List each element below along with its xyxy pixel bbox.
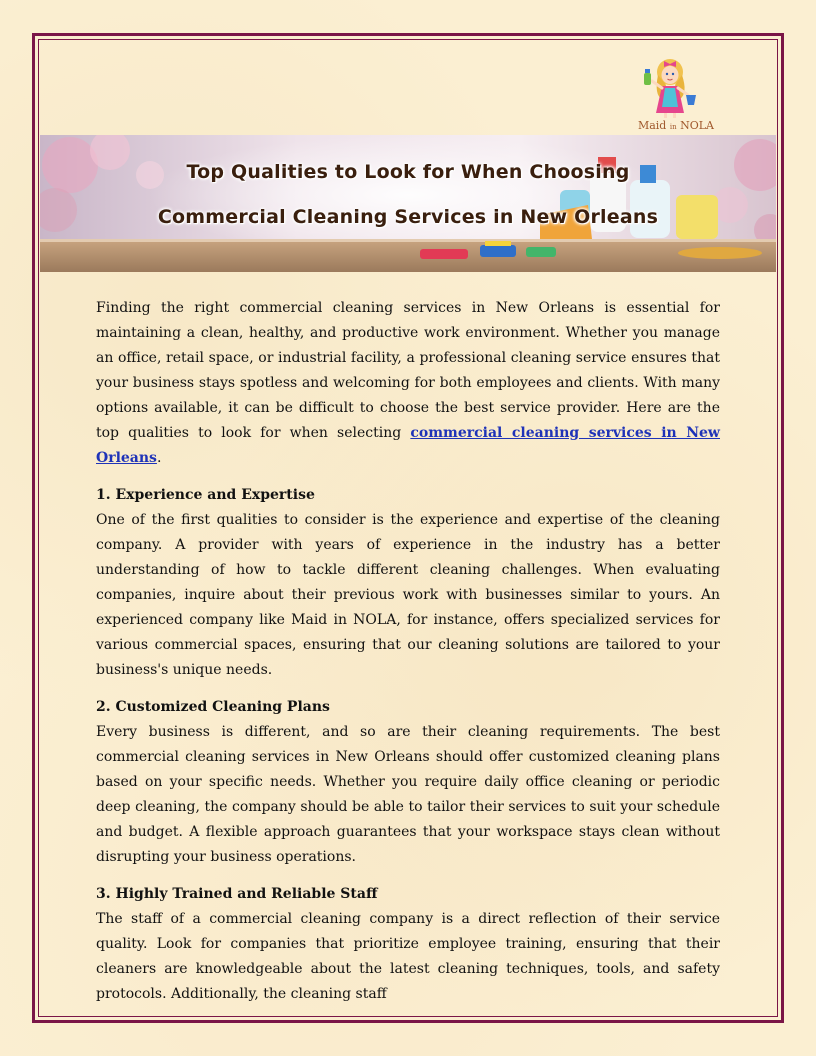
cleaning-supplies-image xyxy=(40,135,776,272)
maid-mascot-icon xyxy=(630,55,722,119)
section-body-trained-staff: The staff of a commercial cleaning company is a direct reflection of their service quality. Look for companies that prioritize employee training, ensuring that their cleaners are knowledgeable about the latest cleaning techniques, tools, and safety protocols. Additionally, the cleaning staff xyxy=(96,911,720,1002)
section-body-experience: One of the first qualities to consider is the experience and expertise of the cleaning company. A provider with years of experience in the industry has a better understanding of how to tackle different cleaning challenges. When evaluating companies, inquire about their previous work with businesses similar to yours. An experienced company like Maid in NOLA, for instance, offers specialized services for various commercial spaces, ensuring that our cleaning solutions are tailored to your business's unique needs. xyxy=(96,512,720,678)
commercial-cleaning-link[interactable]: commercial cleaning services in New Orleans xyxy=(96,425,720,466)
header-banner xyxy=(40,135,776,272)
maid-in-nola-logo xyxy=(630,55,722,133)
page-title-line-1: Top Qualities to Look for When Choosing xyxy=(186,161,630,183)
page-title-line-2: Commercial Cleaning Services in New Orleans xyxy=(157,206,659,228)
section-heading-experience: 1. Experience and Expertise xyxy=(96,487,315,503)
section-heading-trained-staff: 3. Highly Trained and Reliable Staff xyxy=(96,886,378,902)
intro-paragraph xyxy=(96,296,720,471)
intro-text: Finding the right commercial cleaning services in New Orleans is essential for maintaining a clean, healthy, and productive work environment. Whether you manage an office, retail space, or industrial facility, a professional cleaning service ensures that your business stays spotless and welcoming for both employees and clients. With many options available, it can be difficult to choose the best service provider. Here are the top qualities to look for when selecting xyxy=(96,300,720,441)
article-body xyxy=(96,296,720,1007)
section-body-customized-plans: Every business is different, and so are their cleaning requirements. The best commercial cleaning services in New Orleans should offer customized cleaning plans based on your specific needs. Whether you require daily office cleaning or periodic deep cleaning, the company should be able to tailor their services to suit your schedule and budget. A flexible approach guarantees that your workspace stays clean without disrupting your business operations. xyxy=(96,724,720,865)
section-heading-customized-plans: 2. Customized Cleaning Plans xyxy=(96,699,330,715)
logo-text: Maid in NOLA xyxy=(637,119,715,132)
intro-end: . xyxy=(156,450,162,466)
